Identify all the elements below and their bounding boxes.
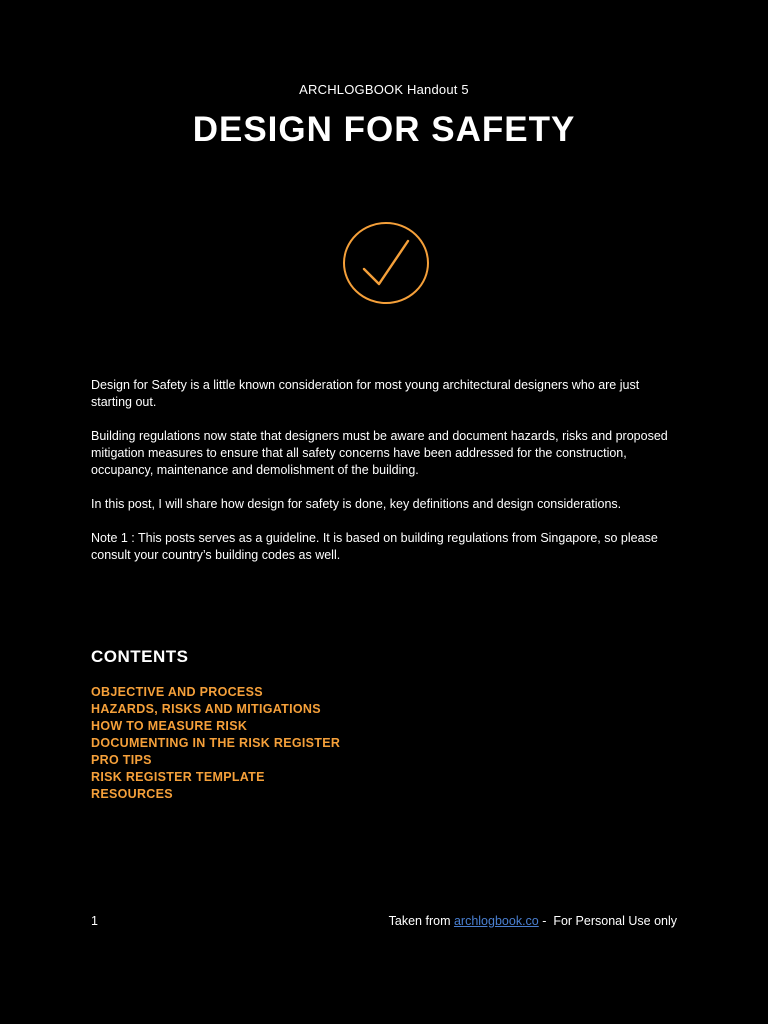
toc-item-documenting-risk-register[interactable]: DOCUMENTING IN THE RISK REGISTER — [91, 736, 341, 750]
contents-heading: CONTENTS — [91, 647, 189, 666]
intro-paragraph: Design for Safety is a little known consideration for most young architectural designers who are just starting out. — [91, 378, 640, 409]
intro-paragraph: In this post, I will share how design for safety is done, key definitions and design considerations. — [91, 497, 622, 511]
footer-prefix: Taken from — [388, 914, 454, 928]
footer-attribution — [389, 914, 677, 928]
toc-item-pro-tips[interactable]: PRO TIPS — [91, 753, 152, 767]
intro-paragraph: Building regulations now state that designers must be aware and document hazards, risks and proposed mitigation measures to ensure that all safety concerns have been addressed for the construction, occupancy, maintenance and demolishment of the building. — [91, 429, 668, 477]
toc-item-resources[interactable]: RESOURCES — [91, 787, 173, 801]
toc-item-how-to-measure-risk[interactable]: HOW TO MEASURE RISK — [91, 719, 248, 733]
page-title: DESIGN FOR SAFETY — [192, 110, 576, 149]
intro-section — [91, 377, 681, 581]
table-of-contents — [91, 684, 340, 803]
footer-suffix: - For Personal Use only — [538, 914, 677, 928]
page-number: 1 — [91, 914, 98, 928]
toc-item-risk-register-template[interactable]: RISK REGISTER TEMPLATE — [91, 770, 265, 784]
footer-link[interactable]: archlogbook.co — [453, 914, 539, 928]
checkmark-circle-icon — [342, 221, 430, 305]
toc-item-objective-and-process[interactable]: OBJECTIVE AND PROCESS — [91, 685, 263, 699]
toc-item-hazards-risks-mitigations[interactable]: HAZARDS, RISKS AND MITIGATIONS — [91, 702, 321, 716]
handout-label: ARCHLOGBOOK Handout 5 — [299, 82, 469, 97]
note-paragraph: Note 1 : This posts serves as a guideline. It is based on building regulations from Singapore, so please consult your country’s building codes as well. — [91, 531, 658, 562]
